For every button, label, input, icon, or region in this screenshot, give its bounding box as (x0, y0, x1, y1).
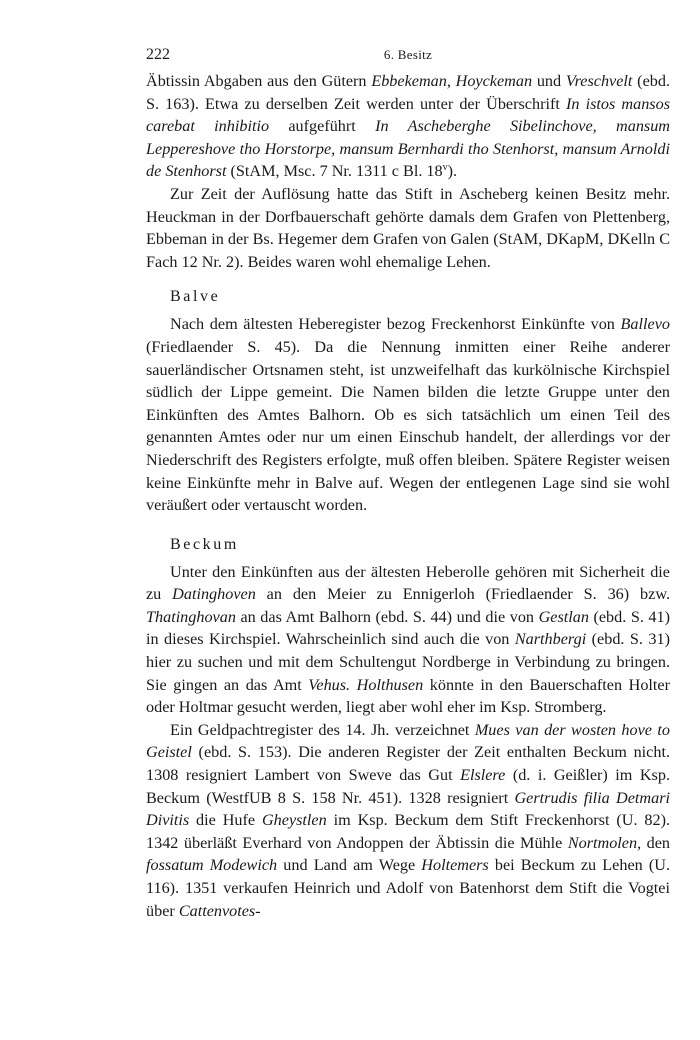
text-run: und (532, 72, 566, 90)
section-heading-beckum: Beckum (170, 535, 239, 553)
text-run: (ebd. S. 153). Die anderen Register der Zeit enthalten Beckum nicht. 1308 resigniert Lambert von Sweve das Gut (146, 743, 670, 785)
text-run: bei Beckum zu Lehen (U. 116). 1351 verkaufen Heinrich und Adolf von Batenhorst dem Stift die Vogtei über (146, 856, 670, 920)
text-run: im Ksp. Beckum dem Stift Freckenhorst (U. 82). 1342 überläßt Everhard von Andoppen der Äbtissin die Mühle (146, 811, 671, 852)
italic-run: In istos mansos carebat inhibitio (146, 94, 670, 136)
paragraph-ascheberg-continued (146, 70, 670, 183)
running-head (146, 42, 670, 70)
italic-run: Ballevo (620, 315, 670, 334)
text-run: (ebd. S. 41) in dieses Kirchspiel. Wahrscheinlich sind auch die von (146, 607, 671, 649)
italic-run: Narthbergi (514, 630, 587, 649)
text-run: ). (447, 162, 458, 181)
text-run: (ebd. S. 31) hier zu suchen und mit dem Schultengut Nordberge in Verbindung zu bringen. Sie gingen an das Amt (146, 630, 670, 694)
italic-run: Nortmolen (567, 833, 638, 852)
text-run: , den (637, 833, 671, 852)
text-run: und Land am Wege (277, 856, 422, 875)
italic-run: Gestlan (538, 607, 589, 626)
paragraph-beckum-1 (146, 561, 670, 719)
text-run: aufgeführt (269, 117, 376, 136)
italic-run: In Ascheberghe Sibelinchove, mansum Leppereshove tho Horstorpe, mansum Bernhardi tho Stenhorst, mansum Arnoldi de Stenhorst (146, 117, 671, 181)
text-run: (ebd. S. 163). Etwa zu derselben Zeit werden unter der Überschrift (146, 72, 670, 113)
italic-run: Elslere (460, 766, 506, 785)
text-run: (d. i. Geißler) im Ksp. Beckum (WestfUB 8 S. 158 Nr. 451). 1328 resigniert (146, 766, 670, 807)
text-run: Äbtissin Abgaben aus den Gütern (146, 72, 372, 90)
text-run: Unter den Einkünften aus der ältesten Heberolle gehören mit Sicherheit die zu (146, 562, 670, 604)
text-run: (StAM, Msc. 7 Nr. 1311 c Bl. 18 (226, 162, 443, 181)
italic-run: Cattenvotes- (178, 901, 261, 920)
text-run: an das Amt Balhorn (ebd. S. 44) und die von (235, 607, 539, 626)
text-run: Ein Geldpachtregister des 14. Jh. verzeichnet (170, 720, 475, 739)
italic-run: Gheystlen (261, 811, 327, 830)
italic-run: Thatinghovan (146, 607, 236, 626)
text-run: könnte in den Bauerschaften Holter oder Holtmar gesucht werden, liegt aber wohl eher im Ksp. Stromberg. (146, 675, 670, 717)
text-run: die Hufe (189, 811, 262, 830)
section-heading-balve: Balve (170, 288, 221, 306)
italic-run: Datinghoven (172, 585, 256, 604)
italic-run: Vreschvelt (565, 72, 633, 90)
paragraph-ascheberg-dissolution: Zur Zeit der Auflösung hatte das Stift in Ascheberg keinen Besitz mehr. Heuckman in der Dorfbauerschaft gehörte damals dem Grafen von Plettenberg, Ebbeman in der Bs. Hegemer dem Grafen von Galen (StAM, DKapM, DKelln C Fach 12 Nr. 2). Beides waren wohl ehemalige Lehen. (146, 184, 670, 271)
superscript: v (442, 162, 448, 174)
text-run: Nach dem ältesten Heberegister bezog Freckenhorst Einkünfte von (170, 315, 621, 334)
italic-run: fossatum Modewich (146, 856, 278, 875)
body-text (146, 70, 670, 922)
page-number: 222 (146, 46, 170, 63)
italic-run: Mues van der wosten hove to Geistel (146, 720, 670, 762)
text-run: an den Meier zu Ennigerloh (Friedlaender S. 36) bzw. (255, 585, 671, 604)
italic-run: Ebbekeman, Hoyckeman (371, 72, 533, 90)
italic-run: Gertrudis filia Detmari Divitis (146, 788, 670, 830)
book-page (146, 42, 670, 922)
running-title: 6. Besitz (383, 47, 433, 62)
text-run: (Friedlaender S. 45). Da die Nennung inmitten einer Reihe anderer sauerländischer Ortsnamen steht, ist unzweifelhaft das kurkölnische Kirchspiel südlich der Lippe gemeint. Die Namen bilden die letzte Gruppe unter den Einkünften des Amtes Balhorn. Ob es sich tatsächlich um einen Teil des genannten Amtes oder nur um einen Einschub handelt, der allerdings vor der Niederschrift des Registers erfolgte, muß offen bleiben. Spätere Register weisen keine Einkünfte mehr in Balve auf. Wegen der entlegenen Lage sind sie wohl veräußert oder vertauscht worden. (146, 337, 670, 515)
paragraph-balve (146, 313, 670, 516)
paragraph-beckum-2 (146, 719, 670, 922)
italic-run: Holtemers (421, 856, 489, 875)
italic-run: Vehus. Holthusen (308, 675, 424, 694)
